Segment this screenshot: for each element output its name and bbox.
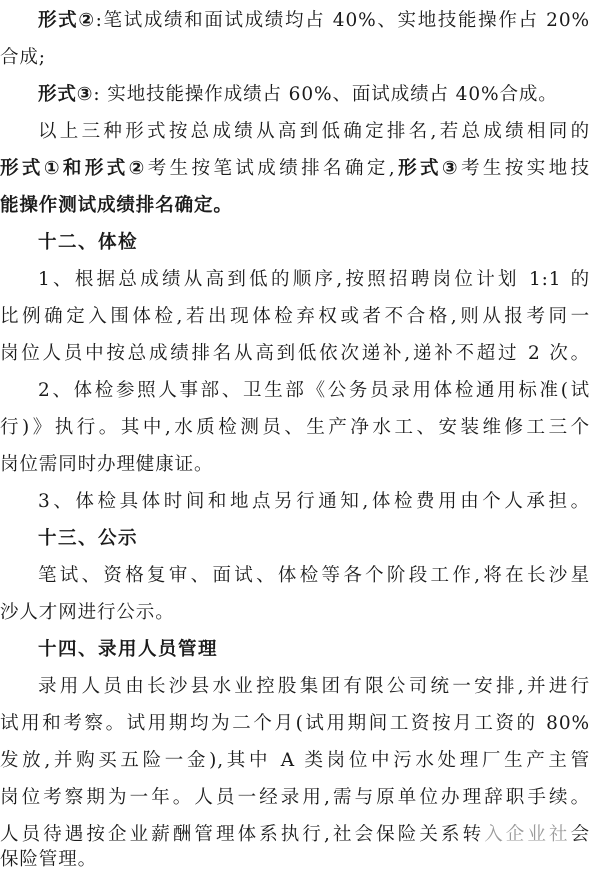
bold-term: 形式① [0, 158, 63, 179]
section-heading-13: 十三、公示 [38, 528, 139, 549]
paragraph-line: 岗位人员中按总成绩排名从高到低依次递补,递补不超过 2 次。 [0, 343, 590, 364]
paragraph-line: 试用和考察。试用期均为二个月(试用期间工资按月工资的 80% [0, 713, 590, 734]
section-heading-14: 十四、录用人员管理 [38, 639, 219, 660]
bold-text: 和 [62, 158, 85, 179]
line-text: 人员待遇按企业薪酬管理体系执行,社会保险关系转 [0, 824, 485, 845]
bold-term: 形式② [84, 158, 148, 179]
paragraph-line [0, 154, 590, 184]
paragraph-line: 沙人才网进行公示。 [0, 602, 175, 623]
line-text: 考生按笔试成绩排名确定, [147, 158, 396, 179]
bold-term: 形式③ [395, 158, 461, 179]
paragraph-line: 2、体检参照人事部、卫生部《公务员录用体检通用标准(试 [38, 380, 590, 401]
paragraph-line: 岗位需同时办理健康证。 [0, 454, 214, 475]
paragraph-line: 保险管理。 [0, 849, 98, 870]
line-text: 考生按实地技 [461, 158, 590, 179]
paragraph-line: 岗位考察期为一年。人员一经录用,需与原单位办理辞职手续。 [0, 787, 590, 808]
paragraph-line: 录用人员由长沙县水业控股集团有限公司统一安排,并进行 [38, 676, 590, 697]
paragraph-line: 合成; [0, 47, 46, 68]
line-text: : 实地技能操作成绩占 60%、面试成绩占 40%合成。 [93, 84, 558, 105]
line-text: 会 [570, 824, 590, 845]
faint-text: 入企业社 [484, 824, 571, 845]
paragraph-line [0, 6, 590, 36]
bold-term: 形式② [38, 10, 96, 31]
paragraph-line [0, 80, 590, 110]
paragraph-line: 3、体检具体时间和地点另行通知,体检费用由个人承担。 [38, 491, 590, 512]
paragraph-line: 发放,并购买五险一金),其中 A 类岗位中污水处理厂生产主管 [0, 750, 590, 771]
paragraph-line: 以上三种形式按总成绩从高到低确定排名,若总成绩相同的 [38, 121, 590, 142]
bold-term: 形式③ [38, 84, 94, 105]
paragraph-line: 能操作测试成绩排名确定。 [0, 195, 233, 216]
section-heading-12: 十二、体检 [38, 232, 139, 253]
paragraph-line: 行)》执行。其中,水质检测员、生产净水工、安装维修工三个 [0, 417, 590, 438]
paragraph-line: 1、根据总成绩从高到低的顺序,按照招聘岗位计划 1:1 的 [38, 269, 590, 290]
paragraph-line: 笔试、资格复审、面试、体检等各个阶段工作,将在长沙星 [38, 565, 590, 586]
paragraph-line: 比例确定入围体检,若出现体检弃权或者不合格,则从报考同一 [0, 306, 590, 327]
line-text: :笔试成绩和面试成绩均占 40%、实地技能操作占 20% [95, 10, 590, 31]
